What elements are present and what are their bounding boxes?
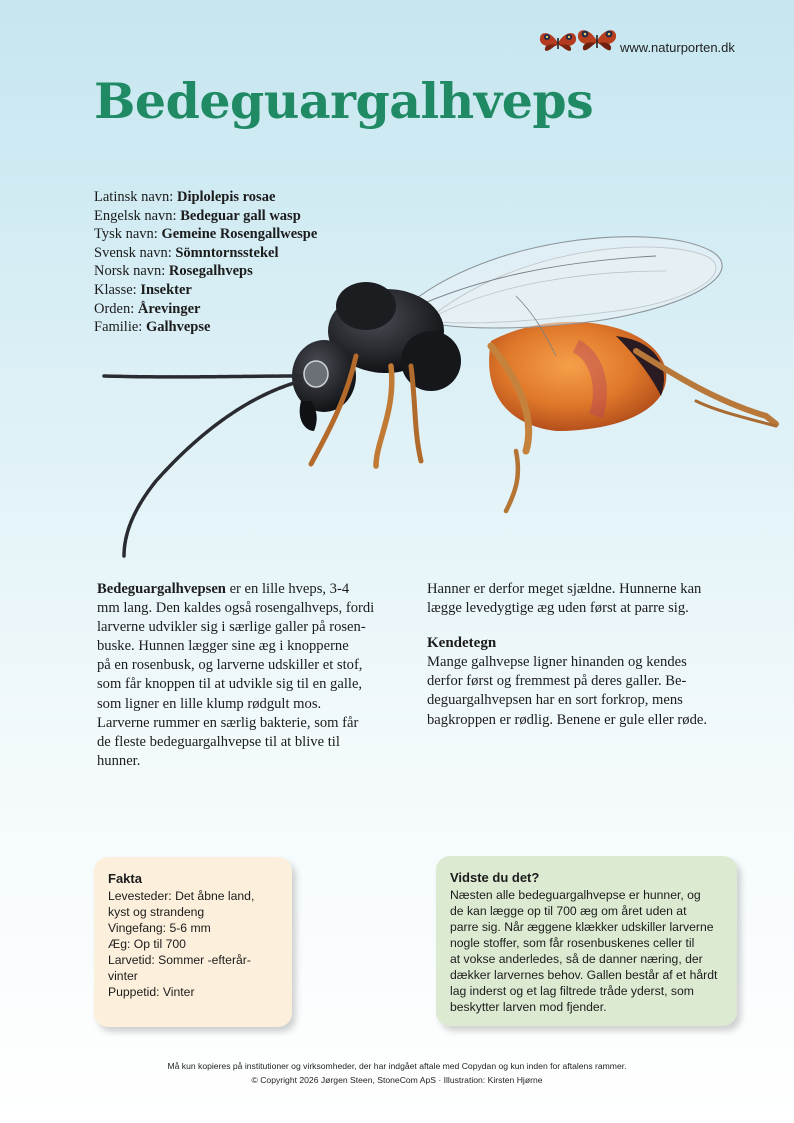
name-row-order: Orden: Årevinger — [94, 300, 201, 317]
site-brand — [536, 26, 776, 60]
did-you-know-line: Næsten alle bedeguargalhvepse er hunner, og — [450, 888, 701, 902]
copyright-line: © Copyright 2026 Jørgen Steen, StoneCom ApS · Illustration: Kirsten Hjørne — [251, 1075, 543, 1085]
did-you-know-box — [436, 856, 737, 1026]
did-you-know-heading: Vidste du det? — [450, 870, 540, 885]
did-you-know-line: at vokse anderledes, så de danner næring, der — [450, 952, 703, 966]
page-title: Bedeguargalhveps — [94, 72, 594, 130]
body-left-column — [97, 580, 407, 771]
name-row-swedish: Svensk navn: Sömntornsstekel — [94, 244, 279, 261]
fakta-line: Vingefang: 5-6 mm — [108, 921, 211, 935]
name-row-norwegian: Norsk navn: Rosegalhveps — [94, 263, 253, 280]
fakta-line: kyst og strandeng — [108, 905, 205, 919]
fakta-heading: Fakta — [108, 871, 142, 886]
name-row-latin: Latinsk navn: Diplolepis rosae — [94, 189, 276, 205]
did-you-know-line: parre sig. Når æggene klækker udskiller larverne — [450, 920, 714, 934]
name-row-family: Familie: Galhvepse — [94, 319, 211, 336]
kendetegn-heading: Kendetegn — [427, 635, 497, 652]
copy-notice: Må kun kopieres på institutioner og virksomheder, der har indgået aftale med Copydan og kun inden for aftalens rammer. — [167, 1061, 627, 1071]
kendetegn-paragraph: Mange galhvepse ligner hinanden og kendes derfor først og fremmest på deres galler. Be- deguargalhvepsen har en sort forkrop, mens bagkroppen er rødlig. Benene er gule eller røde. — [427, 654, 708, 728]
name-row-german: Tysk navn: Gemeine Rosengallwespe — [94, 226, 318, 243]
did-you-know-line: lag inderst og et lag filtrede tråde yderst, som — [450, 984, 694, 998]
fakta-line: Puppetid: Vinter — [108, 985, 195, 999]
gall-wasp-illustration — [96, 226, 786, 566]
fakta-line: Levesteder: Det åbne land, — [108, 889, 255, 903]
body-right-column — [427, 580, 747, 730]
did-you-know-line: dækker larvernes behov. Gallen består af et hårdt — [450, 968, 718, 982]
fakta-line: Æg: Op til 700 — [108, 937, 186, 951]
fakta-line: vinter — [108, 969, 138, 983]
peacock-butterfly-icon — [538, 30, 578, 56]
did-you-know-line: beskytter larven mod fjender. — [450, 1000, 607, 1014]
fakta-line: Larvetid: Sommer -efterår- — [108, 953, 251, 967]
site-url[interactable]: www.naturporten.dk — [620, 40, 735, 55]
footer — [0, 1059, 794, 1087]
did-you-know-line: nogle stoffer, som får rosenbuskenes celler til — [450, 936, 695, 950]
name-row-english: Engelsk navn: Bedeguar gall wasp — [94, 207, 301, 224]
fakta-box — [94, 857, 292, 1027]
name-row-class: Klasse: Insekter — [94, 281, 192, 298]
peacock-butterfly-icon — [576, 26, 618, 56]
did-you-know-line: de kan lægge op til 700 æg om året uden at — [450, 904, 687, 918]
intro-paragraph: Bedeguargalhvepsen er en lille hveps, 3-4 mm lang. Den kaldes også rosengalhveps, fordi larverne udvikler sig i særlige galler på rosen- buske. Hunnen lægger sine æg i knopperne på en rosenbusk, og larverne udskiller et stof, som får knoppen til at udvikle sig til en galle, som ligner en lille klump rødgult mos. Larverne rummer en særlig bakterie, som får de fleste bedeguargalhvepse til at blive til hunner. — [97, 581, 375, 769]
continuation-paragraph: Hanner er derfor meget sjældne. Hunnerne kan lægge levedygtige æg uden først at parre sig. — [427, 581, 702, 617]
